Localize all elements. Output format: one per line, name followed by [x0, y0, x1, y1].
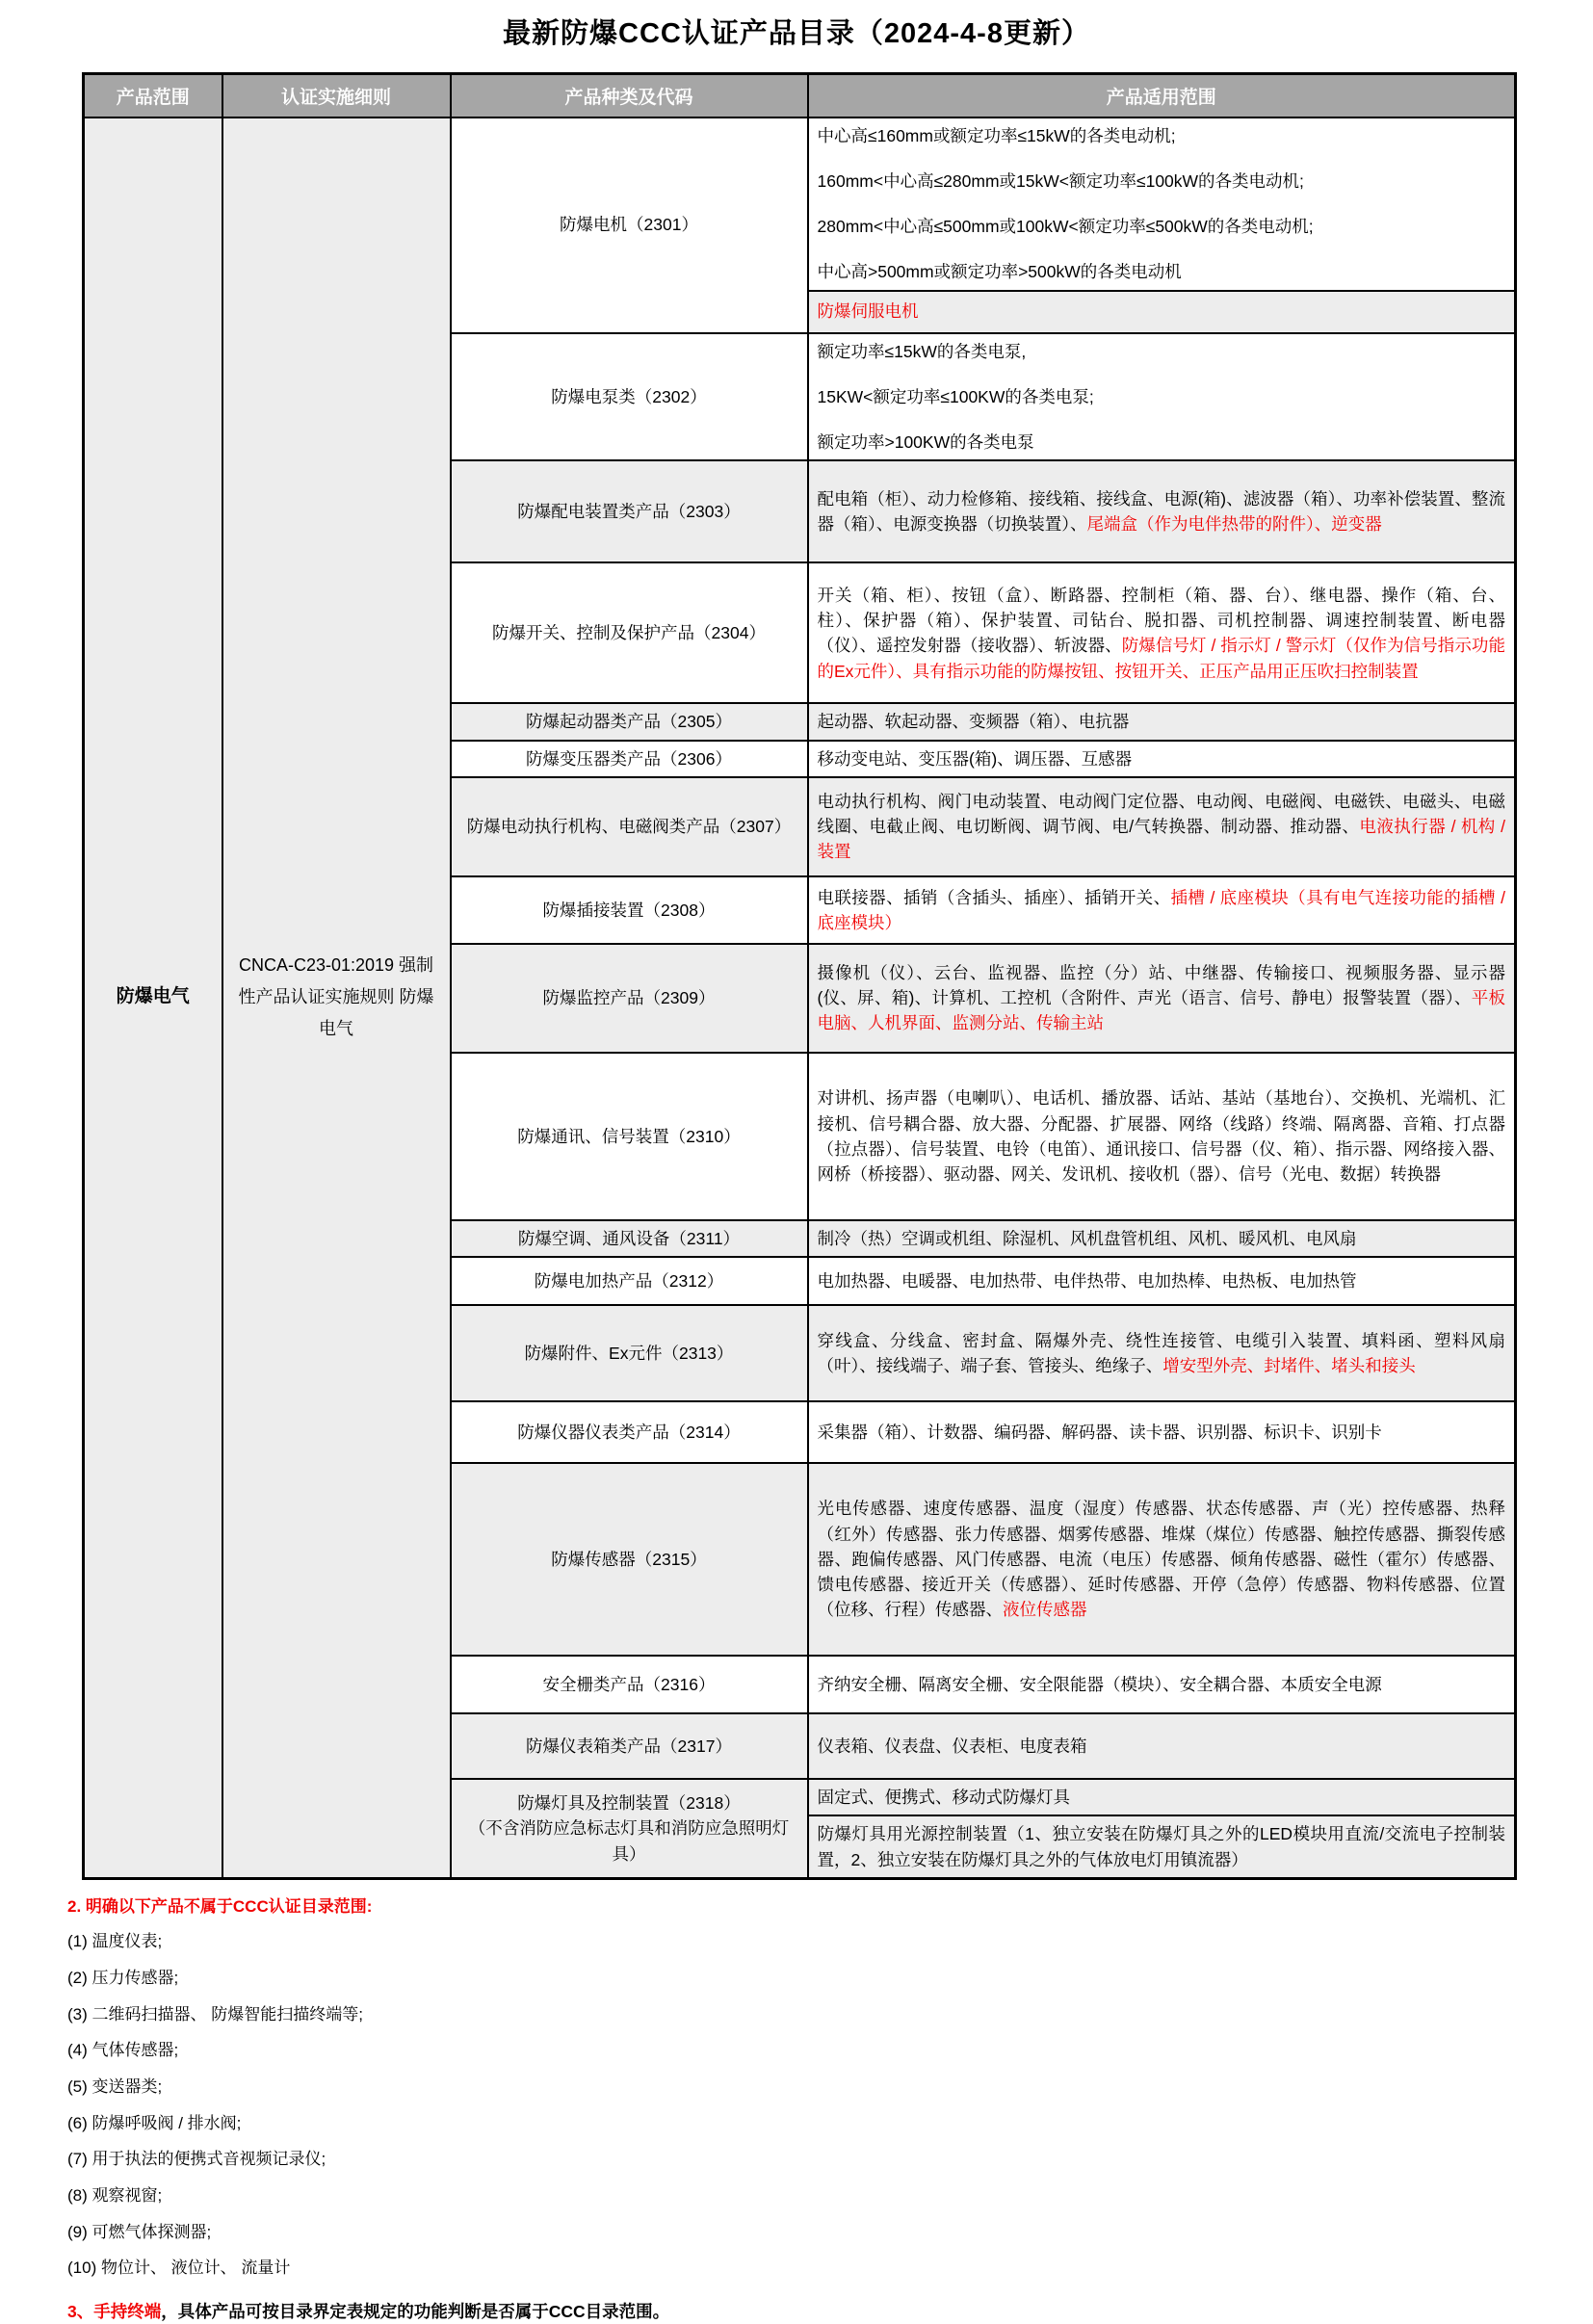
- applicable-scope-cell: [808, 1257, 1516, 1305]
- highlight-red-text: 尾端盒（作为电伴热带的附件）、逆变器: [1086, 514, 1382, 535]
- applicable-scope-cell: [808, 1713, 1516, 1779]
- text-run: 摄像机（仪）、云台、监视器、监控（分）站、中继器、传输接口、视频服务器、显示器(仪、屏、箱)、计算机、工控机（含附件、声光（语言、信号、静电）报警装置（器）、: [817, 962, 1505, 1008]
- text-run: 移动变电站、变压器(箱)、调压器、互感器: [817, 748, 1133, 769]
- text-run: 电加热器、电暖器、电加热带、电伴热带、电加热棒、电热板、电加热管: [817, 1270, 1357, 1291]
- note-3: [67, 2300, 1512, 2324]
- text-run: 采集器（箱）、计数器、编码器、解码器、读卡器、识别器、标识卡、识别卡: [817, 1422, 1382, 1442]
- applicable-scope-cell: [808, 118, 1516, 291]
- note-item: (3) 二维码扫描器、 防爆智能扫描终端等;: [67, 2004, 363, 2024]
- applicable-scope-cell: [808, 1815, 1516, 1878]
- product-category-cell: 防爆插接装置（2308）: [451, 876, 808, 944]
- applicable-scope-cell: [808, 944, 1516, 1053]
- highlight-red-text: 平板电脑、人机界面、监测分站、传输主站: [817, 988, 1506, 1033]
- text-run: 电联接器、插销（含插头、插座）、插销开关、: [817, 887, 1171, 907]
- scope-paragraph: [818, 1821, 1506, 1872]
- applicable-scope-cell: [808, 1656, 1516, 1713]
- note-3-highlight: 3、手持终端: [67, 2301, 162, 2321]
- product-category-cell: 防爆电动执行机构、电磁阀类产品（2307）: [451, 777, 808, 876]
- note-item: (9) 可燃气体探测器;: [67, 2222, 212, 2241]
- scope-paragraph: [818, 1672, 1506, 1697]
- text-run: 15KW<额定功率≤100KW的各类电泵;: [817, 386, 1094, 406]
- scope-paragraph: [818, 384, 1506, 409]
- scope-paragraph: [818, 1785, 1506, 1810]
- note-item: (8) 观察视窗;: [67, 2185, 163, 2205]
- note-2-items: [67, 1930, 1512, 2280]
- scope-paragraph: [818, 1226, 1506, 1251]
- note-item: (10) 物位计、 液位计、 流量计: [67, 2259, 291, 2278]
- product-category-cell: 防爆空调、通风设备（2311）: [451, 1220, 808, 1257]
- text-run: 中心高>500mm或额定功率>500kW的各类电动机: [817, 262, 1182, 282]
- note-item: (1) 温度仪表;: [67, 1932, 163, 1951]
- product-category-cell: 防爆电机（2301）: [451, 118, 808, 333]
- scope-paragraph: [818, 123, 1506, 148]
- scope-paragraph: [818, 214, 1506, 239]
- column-header-product-type: 产品种类及代码: [451, 74, 808, 118]
- note-item: (4) 气体传感器;: [67, 2041, 179, 2060]
- applicable-scope-cell: [808, 562, 1516, 703]
- scope-paragraph: [818, 789, 1506, 865]
- text-run: 对讲机、扬声器（电喇叭）、电话机、播放器、话站、基站（基地台）、交换机、光端机、汇接机、信号耦合器、放大器、分配器、扩展器、网络（线路）终端、隔离器、音箱、打点器（拉点器）、信号装置、电铃（电笛）、通讯接口、信号器（仪、箱）、指示器、网络接入器、网桥（桥接器）、驱动器、网关、发讯机、接收机（器）、信号（光电、数据）转换器: [817, 1088, 1505, 1184]
- scope-paragraph: [818, 746, 1506, 771]
- text-run: 固定式、便携式、移动式防爆灯具: [817, 1788, 1070, 1807]
- scope-paragraph: [818, 299, 1506, 324]
- note-item: (5) 变送器类;: [67, 2076, 163, 2096]
- note-item: (6) 防爆呼吸阀 / 排水阀;: [67, 2113, 242, 2132]
- scope-paragraph: [818, 430, 1506, 455]
- note-item: (7) 用于执法的便携式音视频记录仪;: [67, 2150, 326, 2169]
- applicable-scope-cell: [808, 1779, 1516, 1815]
- product-category-cell: 防爆传感器（2315）: [451, 1463, 808, 1656]
- cert-rule-cell: CNCA-C23-01:2019 强制性产品认证实施规则 防爆电气: [222, 118, 451, 1879]
- product-category-cell: 防爆灯具及控制装置（2318） （不含消防应急标志灯具和消防应急照明灯具）: [451, 1779, 808, 1878]
- text-run: 齐纳安全栅、隔离安全栅、安全限能器（模块）、安全耦合器、本质安全电源: [817, 1674, 1382, 1694]
- applicable-scope-cell: [808, 703, 1516, 740]
- product-category-cell: 防爆变压器类产品（2306）: [451, 741, 808, 777]
- text-run: 制冷（热）空调或机组、除湿机、风机盘管机组、风机、暖风机、电风扇: [817, 1228, 1357, 1248]
- scope-paragraph: [818, 885, 1506, 936]
- highlight-red-text: 增安型外壳、封堵件、堵头和接头: [1162, 1356, 1416, 1375]
- product-category-cell: 防爆电泵类（2302）: [451, 333, 808, 461]
- applicable-scope-cell: [808, 1053, 1516, 1220]
- applicable-scope-cell: [808, 1220, 1516, 1257]
- column-header-product-scope: 产品范围: [84, 74, 222, 118]
- text-run: 开关（箱、柜）、按钮（盒）、断路器、控制柜（箱、器、台）、继电器、操作（箱、台、柱）、保护器（箱）、保护装置、司钻台、脱扣器、司机控制器、调速控制装置、断电器（仪）、遥控发射器（接收器）、斩波器、: [817, 585, 1505, 656]
- table-row: [84, 118, 1516, 291]
- applicable-scope-cell: [808, 1463, 1516, 1656]
- scope-paragraph: [818, 1734, 1506, 1759]
- product-category-cell: 防爆附件、Ex元件（2313）: [451, 1305, 808, 1401]
- highlight-red-text: 防爆信号灯 / 指示灯 / 警示灯（仅作为信号指示功能的Ex元件）、具有指示功能的防爆按钮、按钮开关、正压产品用正压吹扫控制装置: [817, 636, 1505, 681]
- highlight-red-text: 液位传感器: [1003, 1600, 1087, 1620]
- product-category-cell: 防爆配电装置类产品（2303）: [451, 460, 808, 562]
- scope-paragraph: [818, 486, 1506, 537]
- text-run: 配电箱（柜）、动力检修箱、接线箱、接线盒、电源(箱)、滤波器（箱）、功率补偿装置、整流器（箱）、电源变换器（切换装置）、: [817, 489, 1505, 535]
- product-category-cell: 防爆开关、控制及保护产品（2304）: [451, 562, 808, 703]
- product-catalog-table: [82, 72, 1517, 1880]
- applicable-scope-cell: [808, 876, 1516, 944]
- scope-paragraph: [818, 1268, 1506, 1293]
- table-body: [84, 118, 1516, 1879]
- highlight-red-text: 电液执行器 / 机构 / 装置: [817, 817, 1505, 862]
- product-category-cell: 安全栅类产品（2316）: [451, 1656, 808, 1713]
- scope-paragraph: [818, 583, 1506, 684]
- text-run: 防爆灯具用光源控制装置（1、独立安装在防爆灯具之外的LED模块用直流/交流电子控制装置，2、独立安装在防爆灯具之外的气体放电灯用镇流器）: [817, 1824, 1505, 1869]
- table-header-row: [84, 74, 1516, 118]
- text-run: 额定功率>100KW的各类电泵: [817, 432, 1034, 452]
- scope-paragraph: [818, 169, 1506, 194]
- applicable-scope-cell: [808, 333, 1516, 461]
- highlight-red-text: 插槽 / 底座模块（具有电气连接功能的插槽 / 底座模块）: [817, 887, 1505, 932]
- applicable-scope-cell: [808, 291, 1516, 333]
- column-header-applicable-scope: 产品适用范围: [808, 74, 1516, 118]
- product-scope-cell: 防爆电气: [84, 118, 222, 1879]
- applicable-scope-cell: [808, 777, 1516, 876]
- scope-paragraph: [818, 339, 1506, 364]
- notes-section: [67, 1895, 1512, 2324]
- applicable-scope-cell: [808, 460, 1516, 562]
- note-2-title: 2. 明确以下产品不属于CCC认证目录范围:: [67, 1896, 373, 1916]
- text-run: 额定功率≤15kW的各类电泵,: [817, 341, 1027, 361]
- text-run: 穿线盒、分线盒、密封盒、隔爆外壳、绕性连接管、电缆引入装置、填料函、塑料风扇（叶）、接线端子、端子套、管接头、绝缘子、: [817, 1330, 1505, 1375]
- product-category-cell: 防爆监控产品（2309）: [451, 944, 808, 1053]
- product-category-cell: 防爆仪器仪表类产品（2314）: [451, 1401, 808, 1463]
- text-run: 电动执行机构、阀门电动装置、电动阀门定位器、电动阀、电磁阀、电磁铁、电磁头、电磁线圈、电截止阀、电切断阀、调节阀、电/气转换器、制动器、推动器、: [817, 791, 1505, 837]
- page-title: 最新防爆CCC认证产品目录（2024-4-8更新）: [503, 18, 1090, 49]
- column-header-cert-rule: 认证实施细则: [222, 74, 451, 118]
- product-category-cell: 防爆电加热产品（2312）: [451, 1257, 808, 1305]
- text-run: 160mm<中心高≤280mm或15kW<额定功率≤100kW的各类电动机;: [817, 170, 1304, 191]
- highlight-red-text: 防爆伺服电机: [817, 301, 919, 322]
- text-run: 光电传感器、速度传感器、温度（湿度）传感器、状态传感器、声（光）控传感器、热释（红外）传感器、张力传感器、烟雾传感器、堆煤（煤位）传感器、触控传感器、撕裂传感器、跑偏传感器、风门传感器、电流（电压）传感器、倾角传感器、磁性（霍尔）传感器、馈电传感器、接近开关（传感器）、延时传感器、开停（急停）传感器、物料传感器、位置（位移、行程）传感器、: [817, 1499, 1505, 1620]
- note-item: (2) 压力传感器;: [67, 1969, 179, 1988]
- scope-paragraph: [818, 960, 1506, 1036]
- scope-paragraph: [818, 259, 1506, 284]
- scope-paragraph: [818, 1420, 1506, 1445]
- text-run: 仪表箱、仪表盘、仪表柜、电度表箱: [817, 1736, 1087, 1756]
- product-category-cell: 防爆通讯、信号装置（2310）: [451, 1053, 808, 1220]
- scope-paragraph: [818, 1496, 1506, 1622]
- product-category-cell: 防爆仪表箱类产品（2317）: [451, 1713, 808, 1779]
- text-run: 中心高≤160mm或额定功率≤15kW的各类电动机;: [817, 125, 1176, 145]
- scope-paragraph: [818, 1328, 1506, 1379]
- text-run: 起动器、软起动器、变频器（箱）、电抗器: [817, 712, 1130, 732]
- scope-paragraph: [818, 709, 1506, 734]
- text-run: 280mm<中心高≤500mm或100kW<额定功率≤500kW的各类电动机;: [817, 217, 1314, 236]
- scope-paragraph: [818, 1085, 1506, 1187]
- applicable-scope-cell: [808, 741, 1516, 777]
- applicable-scope-cell: [808, 1305, 1516, 1401]
- note-3-text: ，具体产品可按目录界定表规定的功能判断是否属于CCC目录范围。: [161, 2301, 670, 2321]
- applicable-scope-cell: [808, 1401, 1516, 1463]
- product-category-cell: 防爆起动器类产品（2305）: [451, 703, 808, 740]
